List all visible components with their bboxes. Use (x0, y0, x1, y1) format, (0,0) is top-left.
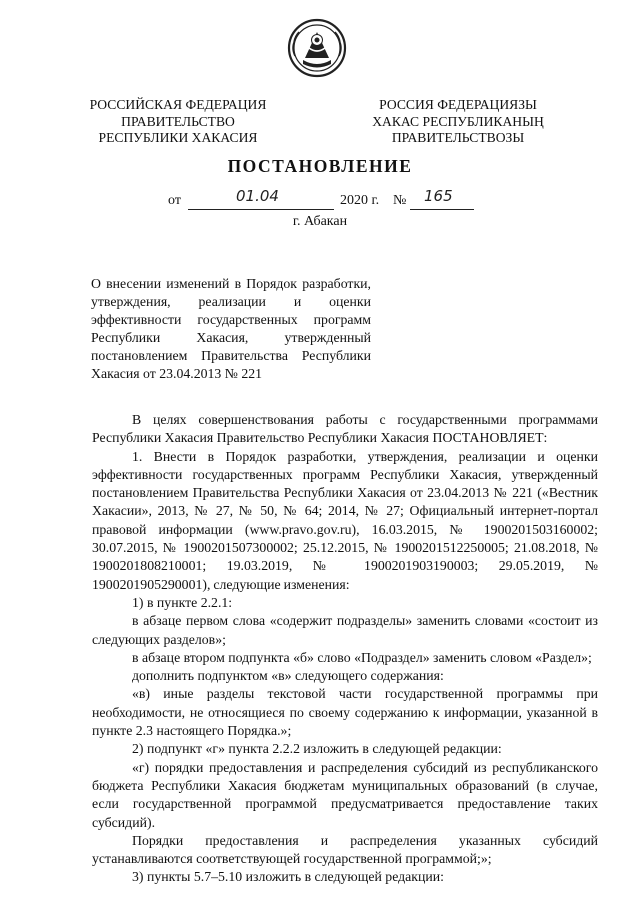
body-paragraph: 3) пункты 5.7–5.10 изложить в следующей редакции: (132, 869, 444, 885)
header-left-line: ПРАВИТЕЛЬСТВО (121, 113, 235, 129)
header-left-block (80, 97, 276, 147)
header-right-line: ХАКАС РЕСПУБЛИКАНЫҢ (372, 113, 544, 129)
body-paragraph: 1) в пункте 2.2.1: (132, 594, 233, 610)
header-right-block (360, 97, 556, 147)
document-body (92, 411, 598, 887)
body-paragraph: 1. Внести в Порядок разработки, утверждения, реализации и оценки эффективности государственных программ Республики Хакасия, утвержденный постановлением Правительства Республики Хакасия от 23.04.2013 № 221 («Вестник Хакасии», 2013, № 27, № 50, № 64; 2014, № 27; Официальный интернет-портал правовой информации (www.pravo.gov.ru), 16.03.2015, № 1900201503160002; 30.07.2015, № 1900201507300002; 25.12.2015, № 1900201512250005; 21.08.2018, № 1900201808210001; 19.03.2019, № 1900201903190003; 29.05.2019, № 1900201905290001), следующие изменения: (92, 448, 598, 592)
body-paragraph: «в) иные разделы текстовой части государственной программы при необходимости, не относящиеся по своему содержанию к информации, указанной в пункте 2.3 настоящего Порядка.»; (92, 686, 598, 739)
body-paragraph: в абзаце первом слова «содержит подразделы» заменить словами «состоит из следующих разделов»; (92, 613, 598, 647)
body-paragraph: дополнить подпунктом «в» следующего содержания: (132, 668, 444, 684)
header-left-line: РЕСПУБЛИКИ ХАКАСИЯ (98, 130, 258, 145)
date-year: 2020 г. (340, 193, 380, 208)
date-number-line (0, 187, 640, 215)
coat-of-arms-emblem-icon (287, 18, 347, 78)
body-paragraph: в абзаце втором подпункта «б» слово «Подраздел» заменить словом «Раздел»; (132, 649, 592, 665)
city-name: г. Абакан (292, 214, 348, 229)
header-right-line: ПРАВИТЕЛЬСТВОЗЫ (391, 130, 525, 145)
body-paragraph: Порядки предоставления и распределения указанных субсидий устанавливаются соответствующей государственной программой;»; (92, 832, 598, 867)
date-from-label: от (168, 193, 181, 208)
body-paragraph: «г) порядки предоставления и распределения субсидий из республиканского бюджета Республики Хакасия бюджетам муниципальных образований (в случае, если государственной программой предусматривается предоставление таких субсидий). (92, 759, 598, 830)
header-right-line: РОССИЯ ФЕДЕРАЦИЯЗЫ (379, 97, 537, 112)
number-label: № (393, 193, 407, 208)
body-paragraph: В целях совершенствования работы с государственными программами Республики Хакасия Правительство Республики Хакасия ПОСТАНОВЛЯЕТ: (92, 412, 598, 446)
handwritten-number: 165 (424, 187, 453, 205)
header-left-line: РОССИЙСКАЯ ФЕДЕРАЦИЯ (89, 97, 267, 112)
subject-text: О внесении изменений в Порядок разработки, утверждения, реализации и оценки эффективности государственных программ Республики Хакасия, утвержденный постановлением Правительства Республики Хакасия от 23.04.2013 № 221 (91, 276, 371, 381)
handwritten-date: 01.04 (236, 187, 279, 205)
body-paragraph: 2) подпункт «г» пункта 2.2.2 изложить в следующей редакции: (132, 741, 502, 757)
document-title: ПОСТАНОВЛЕНИЕ (227, 156, 413, 176)
